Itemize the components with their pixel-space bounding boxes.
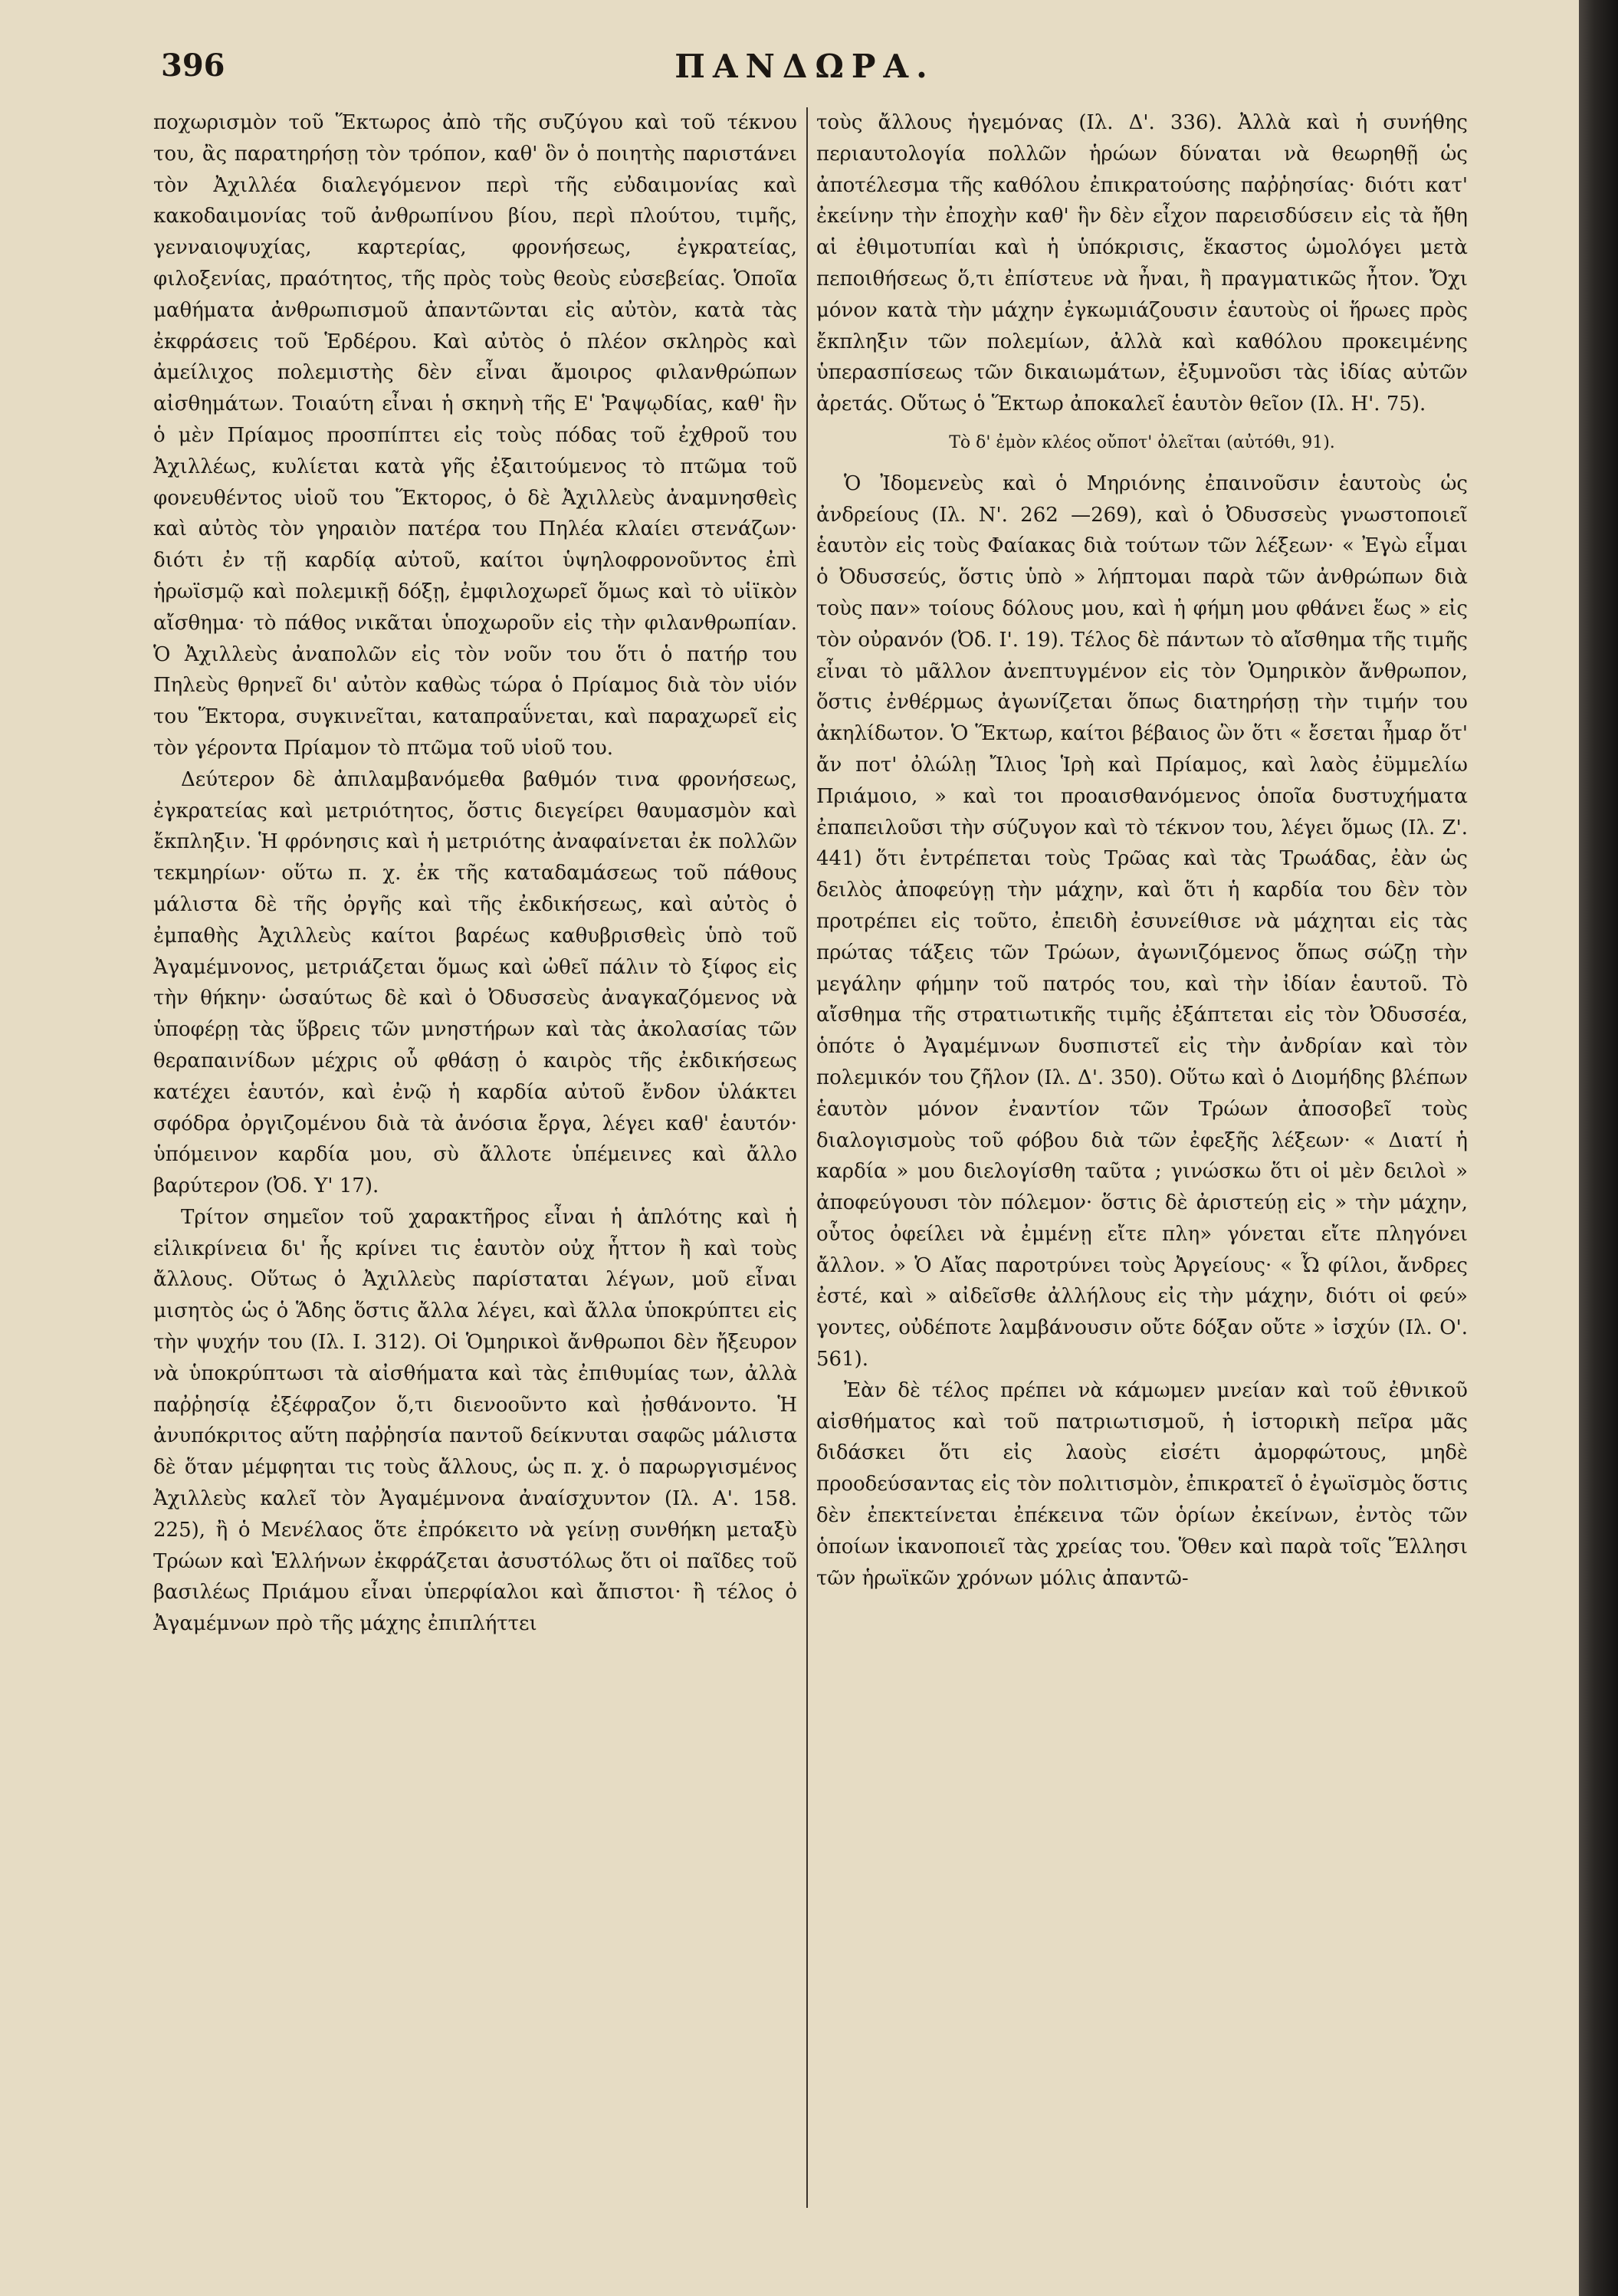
verse-quote: Τὸ δ' ἐμὸν κλέος οὔποτ' ὀλεῖται (αὐτόθι, 91). xyxy=(949,432,1335,452)
left-column xyxy=(153,107,797,1640)
paragraph: ποχωρισμὸν τοῦ Ἕκτωρος ἀπὸ τῆς συζύγου καὶ τοῦ τέκνου του, ἂς παρατηρήσῃ τὸν τρόπον, καθ' ὃν ὁ ποιητὴς παριστάνει τὸν Ἀχιλλέα διαλεγόμενον περὶ τῆς εὐδαιμονίας καὶ κακοδαιμονίας τοῦ ἀνθρωπίνου βίου, περὶ πλούτου, τιμῆς, γενναιοψυχίας, καρτερίας, φρονήσεως, ἐγκρατείας, φιλοξενίας, πραότητος, τῆς πρὸς τοὺς θεοὺς εὐσεβείας. Ὁποῖα μαθήματα ἀνθρωπισμοῦ ἀπαντῶνται εἰς αὐτὸν, κατὰ τὰς ἐκφράσεις τοῦ Ἑρδέρου. Καὶ αὐτὸς ὁ πλέον σκληρὸς καὶ ἀμείλιχος πολεμιστὴς δὲν εἶναι ἄμοιρος φιλανθρώπων αἰσθημάτων. Τοιαύτη εἶναι ἡ σκηνὴ τῆς Ε' Ῥαψῳδίας, καθ' ἣν ὁ μὲν Πρίαμος προσπίπτει εἰς τοὺς πόδας τοῦ ἐχθροῦ του Ἀχιλλέως, κυλίεται κατὰ γῆς ἐξαιτούμενος τὸ πτῶμα τοῦ φονευθέντος υἱοῦ του Ἕκτορος, ὁ δὲ Ἀχιλλεὺς ἀναμνησθεὶς καὶ αὐτὸς τὸν γηραιὸν πατέρα του Πηλέα κλαίει στενάζων· διότι ἐν τῇ καρδίᾳ αὐτοῦ, καίτοι ὑψηλοφρονοῦντος ἐπὶ ἡρωϊσμῷ καὶ πολεμικῇ δόξῃ, ἐμφιλοχωρεῖ ὅμως καὶ τὸ υἱϊκὸν αἴσθημα· τὸ πάθος νικᾶται ὑποχωροῦν εἰς τὴν φιλανθρωπίαν. Ὁ Ἀχιλλεὺς ἀναπολῶν εἰς τὸν νοῦν του ὅτι ὁ πατήρ του Πηλεὺς θρηνεῖ δι' αὐτὸν καθὼς τώρα ὁ Πρίαμος διὰ τὸν υἱόν του Ἕκτορα, συγκινεῖται, καταπραΰνεται, καὶ παραχωρεῖ εἰς τὸν γέροντα Πρίαμον τὸ πτῶμα τοῦ υἱοῦ του. xyxy=(153,111,797,760)
page-header xyxy=(161,48,1449,101)
paragraph: Ἐὰν δὲ τέλος πρέπει νὰ κάμωμεν μνείαν καὶ τοῦ ἐθνικοῦ αἰσθήματος καὶ τοῦ πατριωτισμοῦ, ἡ ἱστορικὴ πεῖρα μᾶς διδάσκει ὅτι εἰς λαοὺς εἰσέτι ἀμορφώτους, μηδὲ προοδεύσαντας εἰς τὸν πολιτισμὸν, ἐπικρατεῖ ὁ ἐγωϊσμὸς ὅστις δὲν ἐπεκτείνεται ἐπέκεινα τῶν ὁρίων ἐκείνων, ἐντὸς τῶν ὁποίων ἱκανοποιεῖ τὰς χρείας του. Ὅθεν καὶ παρὰ τοῖς Ἕλλησι τῶν ἡρωϊκῶν χρόνων μόλις ἀπαντῶ- xyxy=(816,1378,1468,1590)
book-binding-edge xyxy=(1579,0,1618,2296)
right-column xyxy=(816,107,1468,1594)
page-number: 396 xyxy=(161,48,225,84)
running-title: ΠΑΝΔΩΡΑ. xyxy=(674,48,935,85)
column-divider xyxy=(806,107,808,2208)
paragraph: τοὺς ἄλλους ἡγεμόνας (Ιλ. Δ'. 336). Ἀλλὰ καὶ ἡ συνήθης περιαυτολογία πολλῶν ἡρώων δύναται νὰ θεωρηθῇ ὡς ἀποτέλεσμα τῆς καθόλου ἐπικρατούσης παῤῥησίας· διότι κατ' ἐκείνην τὴν ἐποχὴν καθ' ἣν δὲν εἶχον παρεισδύσειν εἰς τὰ ἤθη αἱ ἐθιμοτυπίαι καὶ ἡ ὑπόκρισις, ἕκαστος ὡμολόγει μετὰ πεποιθήσεως ὅ,τι ἐπίστευε νὰ ἦναι, ἢ πραγματικῶς ἦτον. Ὄχι μόνον κατὰ τὴν μάχην ἐγκωμιάζουσιν ἑαυτοὺς οἱ ἥρωες πρὸς ἔκπληξιν τῶν πολεμίων, ἀλλὰ καὶ καθόλου προκειμένης ὑπερασπίσεως τῶν δικαιωμάτων, ἐξυμνοῦσι τὰς ἰδίας αὐτῶν ἀρετάς. Οὕτως ὁ Ἕκτωρ ἀποκαλεῖ ἑαυτὸν θεῖον (Ιλ. Η'. 75). xyxy=(816,111,1468,416)
paragraph: Τρίτον σημεῖον τοῦ χαρακτῆρος εἶναι ἡ ἁπλότης καὶ ἡ εἰλικρίνεια δι' ἧς κρίνει τις ἑαυτὸν οὐχ ἧττον ἢ καὶ τοὺς ἄλλους. Οὕτως ὁ Ἀχιλλεὺς παρίσταται λέγων, μοῦ εἶναι μισητὸς ὡς ὁ Ἅδης ὅστις ἄλλα λέγει, καὶ ἄλλα ὑποκρύπτει εἰς τὴν ψυχήν του (Ιλ. Ι. 312). Οἱ Ὁμηρικοὶ ἄνθρωποι δὲν ἤξευρον νὰ ὑποκρύπτωσι τὰ αἰσθήματα καὶ τὰς ἐπιθυμίας των, ἀλλὰ παῤῥησίᾳ ἐξέφραζον ὅ,τι διενοοῦντο καὶ ᾐσθάνοντο. Ἡ ἀνυπόκριτος αὕτη παῤῥησία παντοῦ δείκνυται σαφῶς μάλιστα δὲ ὅταν μέμφηται τις τοὺς ἄλλους, ὡς π. χ. ὁ παρωργισμένος Ἀχιλλεὺς καλεῖ τὸν Ἀγαμέμνονα ἀναίσχυντον (Ιλ. Α'. 158. 225), ἢ ὁ Μενέλαος ὅτε ἐπρόκειτο νὰ γείνῃ συνθήκη μεταξὺ Τρώων καὶ Ἑλλήνων ἐκφράζεται ἀσυστόλως ὅτι οἱ παῖδες τοῦ βασιλέως Πριάμου εἶναι ὑπερφίαλοι καὶ ἄπιστοι· ἢ τέλος ὁ Ἀγαμέμνων πρὸ τῆς μάχης ἐπιπλήττει xyxy=(153,1205,797,1636)
paragraph: Δεύτερον δὲ ἀπιλαμβανόμεθα βαθμόν τινα φρονήσεως, ἐγκρατείας καὶ μετριότητος, ὅστις διεγείρει θαυμασμὸν καὶ ἔκπληξιν. Ἡ φρόνησις καὶ ἡ μετριότης ἀναφαίνεται ἐκ πολλῶν τεκμηρίων· οὕτω π. χ. ἐκ τῆς καταδαμάσεως τοῦ πάθους μάλιστα δὲ τῆς ὀργῆς καὶ τῆς ἐκδικήσεως, καὶ αὐτὸς ὁ ἐμπαθὴς Ἀχιλλεὺς καίτοι βαρέως καθυβρισθεὶς ὑπὸ τοῦ Ἀγαμέμνονος, μετριάζεται ὅμως καὶ ὠθεῖ πάλιν τὸ ξίφος εἰς τὴν θήκην· ὡσαύτως δὲ καὶ ὁ Ὀδυσσεὺς ἀναγκαζόμενος νὰ ὑποφέρῃ τὰς ὕβρεις τῶν μνηστήρων καὶ τὰς ἀκολασίας τῶν θεραπαινίδων μέχρις οὗ φθάσῃ ὁ καιρὸς τῆς ἐκδικήσεως κατέχει ἑαυτόν, καὶ ἐνῷ ἡ καρδία αὐτοῦ ἔνδον ὑλάκτει σφόδρα ὀργιζομένου διὰ τὰ ἀνόσια ἔργα, λέγει καθ' ἑαυτόν· ὑπόμεινον καρδία μου, σὺ ἄλλοτε ὑπέμεινες καὶ ἄλλο βαρύτερον (Ὀδ. Υ' 17). xyxy=(153,767,797,1198)
paragraph: Ὁ Ἰδομενεὺς καὶ ὁ Μηριόνης ἐπαινοῦσιν ἑαυτοὺς ὡς ἀνδρείους (Ιλ. Ν'. 262 —269), καὶ ὁ Ὀδυσσεὺς γνωστοποιεῖ ἑαυτὸν εἰς τοὺς Φαίακας διὰ τούτων τῶν λέξεων· « Ἐγὼ εἶμαι ὁ Ὀδυσσεύς, ὅστις ὑπὸ » λήπτομαι παρὰ τῶν ἀνθρώπων διὰ τοὺς παν» τοίους δόλους μου, καὶ ἡ φήμη μου φθάνει ἕως » εἰς τὸν οὐρανόν (Ὀδ. Ι'. 19). Τέλος δὲ πάντων τὸ αἴσθημα τῆς τιμῆς εἶναι τὸ μᾶλλον ἀνεπτυγμένον εἰς τὸν Ὁμηρικὸν ἄνθρωπον, ὅστις ἐνθέρμως ἀγωνίζεται ὅπως διατηρήσῃ τὴν τιμήν του ἀκηλίδωτον. Ὁ Ἕκτωρ, καίτοι βέβαιος ὢν ὅτι « ἔσεται ἦμαρ ὅτ' ἄν ποτ' ὀλώλῃ Ἴλιος Ἱρὴ καὶ Πρίαμος, καὶ λαὸς ἐϋμμελίω Πριάμοιο, » καὶ τοι προαισθανόμενος ὁποῖα δυστυχήματα ἐπαπειλοῦσι τὴν σύζυγον καὶ τὸ τέκνον του, λέγει ὅμως (Ιλ. Ζ'. 441) ὅτι ἐντρέπεται τοὺς Τρῶας καὶ τὰς Τρωάδας, ἐὰν ὡς δειλὸς ἀποφεύγῃ τὴν μάχην, καὶ ὅτι ἡ καρδία του δὲν τὸν προτρέπει εἰς τοῦτο, ἐπειδὴ ἐσυνείθισε νὰ μάχηται εἰς τὰς πρώτας τάξεις τῶν Τρώων, ἀγωνιζόμενος ὅπως σώζῃ τὴν μεγάλην φήμην τοῦ πατρός του, καὶ τὴν ἰδίαν ἑαυτοῦ. Τὸ αἴσθημα τῆς στρατιωτικῆς τιμῆς ἐξάπτεται εἰς τὸν Ὀδυσσέα, ὁπότε ὁ Ἀγαμέμνων δυσπιστεῖ εἰς τὴν ἀνδρίαν καὶ τὸν πολεμικόν του ζῆλον (Ιλ. Δ'. 350). Οὕτω καὶ ὁ Διομήδης βλέπων ἑαυτὸν μόνον ἐναντίον τῶν Τρώων ἀποσοβεῖ τοὺς διαλογισμοὺς τοῦ φόβου διὰ τῶν ἐφεξῆς λέξεων· « Διατί ἡ καρδία » μου διελογίσθη ταῦτα ; γινώσκω ὅτι οἱ μὲν δειλοὶ » ἀποφεύγουσι τὸν πόλεμον· ὅστις δὲ ἀριστεύῃ εἰς » τὴν μάχην, οὗτος ὀφείλει νὰ ἐμμένῃ εἴτε πλη» γόνεται εἴτε πληγόνει ἄλλον. » Ὁ Αἴας παροτρύνει τοὺς Ἀργείους· « Ὦ φίλοι, ἄνδρες ἐστέ, καὶ » αἰδεῖσθε ἀλλήλους εἰς τὴν μάχην, διότι οἱ φεύ» γοντες, οὐδέποτε λαμβάνουσιν οὔτε δόξαν οὔτε » ἰσχύν (Ιλ. Ο'. 561). xyxy=(816,471,1468,1371)
